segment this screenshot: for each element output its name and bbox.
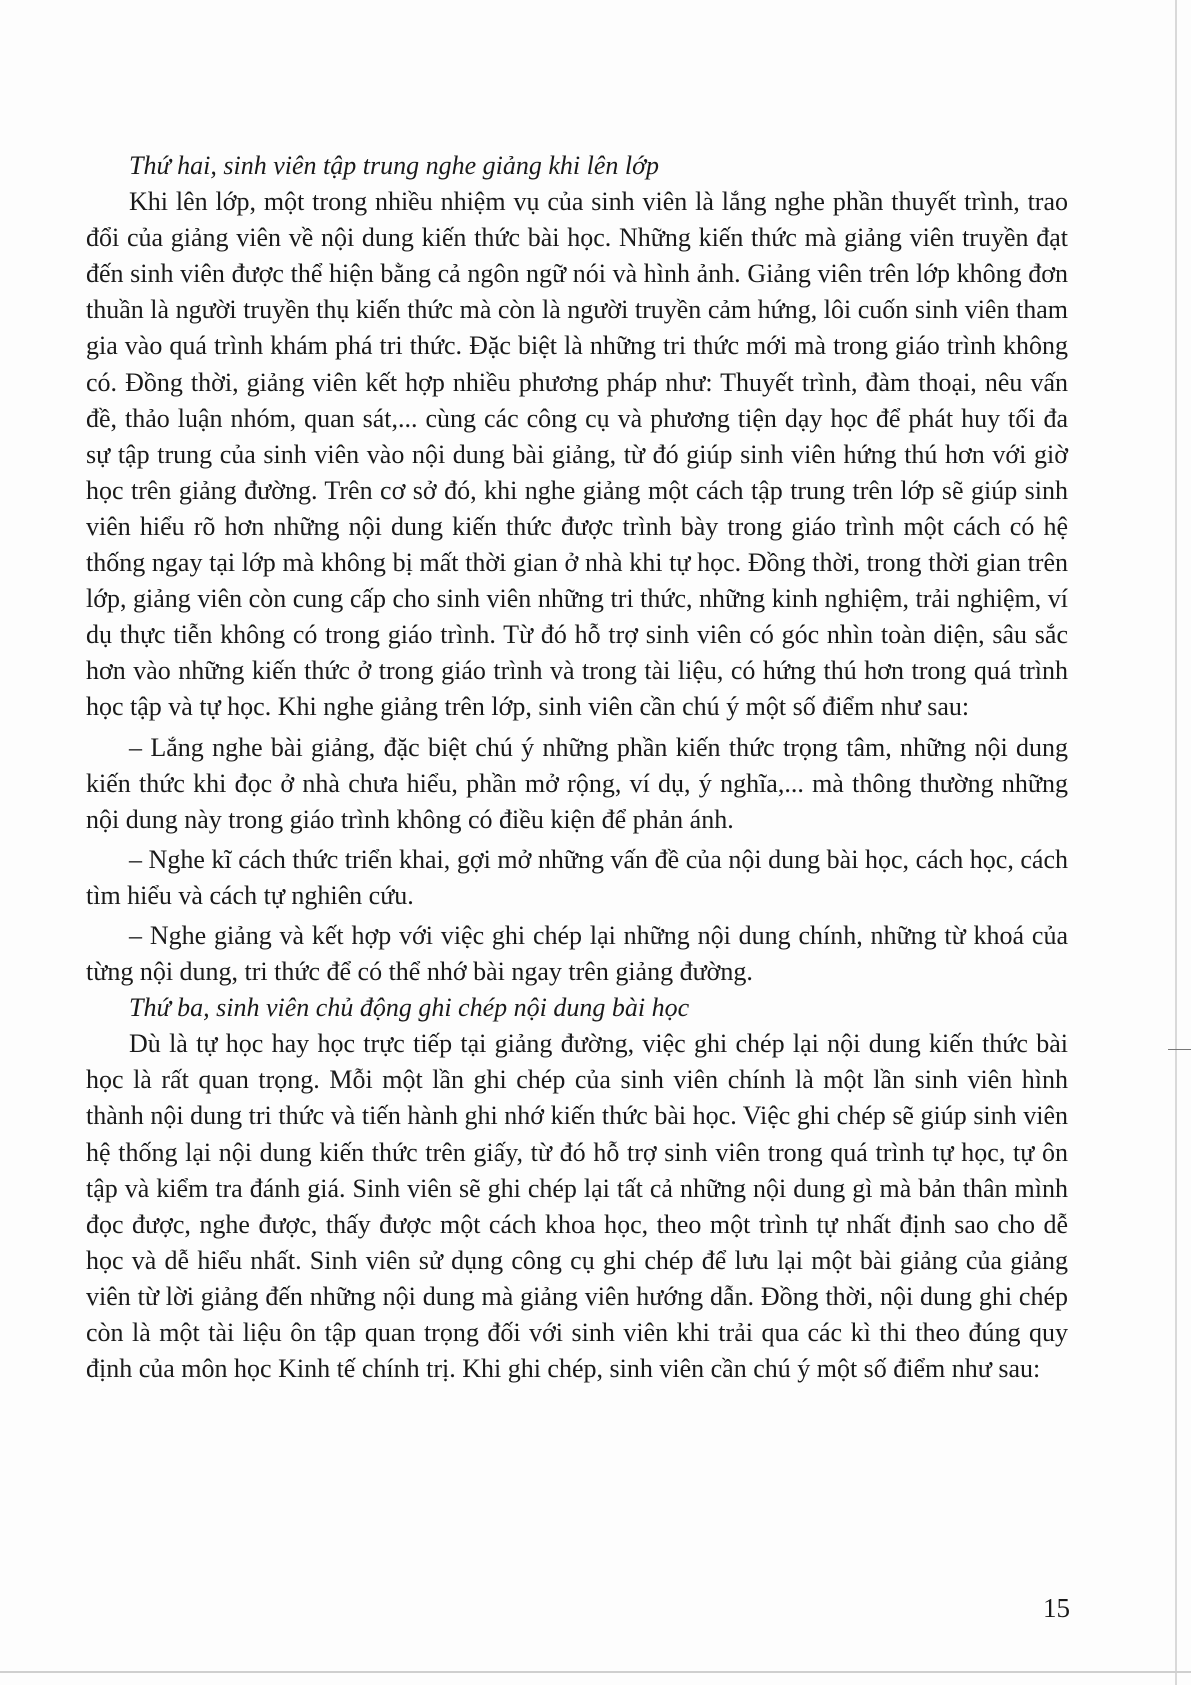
section-heading-second: Thứ hai, sinh viên tập trung nghe giảng khi lên lớp — [129, 151, 659, 180]
bullet-item: – Nghe giảng và kết hợp với việc ghi chép lại những nội dung chính, những từ khoá của từng nội dung, tri thức để có thể nhớ bài ngay trên giảng đường. — [86, 920, 1068, 987]
scan-margin-tick — [1168, 1049, 1191, 1050]
page-number: 15 — [1043, 1593, 1070, 1623]
page-body — [86, 148, 1068, 1387]
bullet-item: – Lắng nghe bài giảng, đặc biệt chú ý những phần kiến thức trọng tâm, những nội dung kiến thức khi đọc ở nhà chưa hiểu, phần mở rộng, ví dụ, ý nghĩa,... mà thông thường những nội dung này trong giáo trình không có điều kiện để phản ánh. — [86, 732, 1068, 834]
paragraph-note-taking: Dù là tự học hay học trực tiếp tại giảng đường, việc ghi chép lại nội dung kiến thức bài học là rất quan trọng. Mỗi một lần ghi chép của sinh viên chính là một lần sinh viên hình thành nội dung tri thức và tiến hành ghi nhớ kiến thức bài học. Việc ghi chép sẽ giúp sinh viên hệ thống lại nội dung kiến thức trên giấy, từ đó hỗ trợ sinh viên trong quá trình tự học, tự ôn tập và kiểm tra đánh giá. Sinh viên sẽ ghi chép lại tất cả những nội dung gì mà bản thân mình đọc được, nghe được, thấy được một cách khoa học, theo một trình tự nhất định sao cho dễ học và dễ hiểu nhất. Sinh viên sử dụng công cụ ghi chép để lưu lại một bài giảng của giảng viên từ lời giảng đến những nội dung mà giảng viên hướng dẫn. Đồng thời, nội dung ghi chép còn là một tài liệu ôn tập quan trọng đối với sinh viên khi trải qua các kì thi theo đúng quy định của môn học Kinh tế chính trị. Khi ghi chép, sinh viên cần chú ý một số điểm như sau: — [86, 1029, 1068, 1384]
section-heading-third: Thứ ba, sinh viên chủ động ghi chép nội dung bài học — [129, 993, 690, 1023]
scan-edge-right — [1175, 0, 1177, 1685]
scan-edge-bottom — [0, 1671, 1191, 1673]
bullet-item: – Nghe kĩ cách thức triển khai, gợi mở những vấn đề của nội dung bài học, cách học, cách tìm hiểu và cách tự nghiên cứu. — [86, 844, 1068, 910]
paragraph-listening: Khi lên lớp, một trong nhiều nhiệm vụ của sinh viên là lắng nghe phần thuyết trình, trao đổi của giảng viên về nội dung kiến thức bài học. Những kiến thức mà giảng viên truyền đạt đến sinh viên được thể hiện bằng cả ngôn ngữ nói và hình ảnh. Giảng viên trên lớp không đơn thuần là người truyền thụ kiến thức mà còn là người truyền cảm hứng, lôi cuốn sinh viên tham gia vào quá trình khám phá tri thức. Đặc biệt là những tri thức mới mà trong giáo trình không có. Đồng thời, giảng viên kết hợp nhiều phương pháp như: Thuyết trình, đàm thoại, nêu vấn đề, thảo luận nhóm, quan sát,... cùng các công cụ và phương tiện dạy học để phát huy tối đa sự tập trung của sinh viên vào nội dung bài giảng, từ đó giúp sinh viên hứng thú hơn với giờ học trên giảng đường. Trên cơ sở đó, khi nghe giảng một cách tập trung trên lớp sẽ giúp sinh viên hiểu rõ hơn những nội dung kiến thức được trình bày trong giáo trình một cách có hệ thống ngay tại lớp mà không bị mất thời gian ở nhà khi tự học. Đồng thời, trong thời gian trên lớp, giảng viên còn cung cấp cho sinh viên những tri thức, những kinh nghiệm, trải nghiệm, ví dụ thực tiễn không có trong giáo trình. Từ đó hỗ trợ sinh viên có góc nhìn toàn diện, sâu sắc hơn vào những kiến thức ở trong giáo trình và trong tài liệu, có hứng thú hơn trong quá trình học tập và tự học. Khi nghe giảng trên lớp, sinh viên cần chú ý một số điểm như sau: — [86, 187, 1068, 722]
